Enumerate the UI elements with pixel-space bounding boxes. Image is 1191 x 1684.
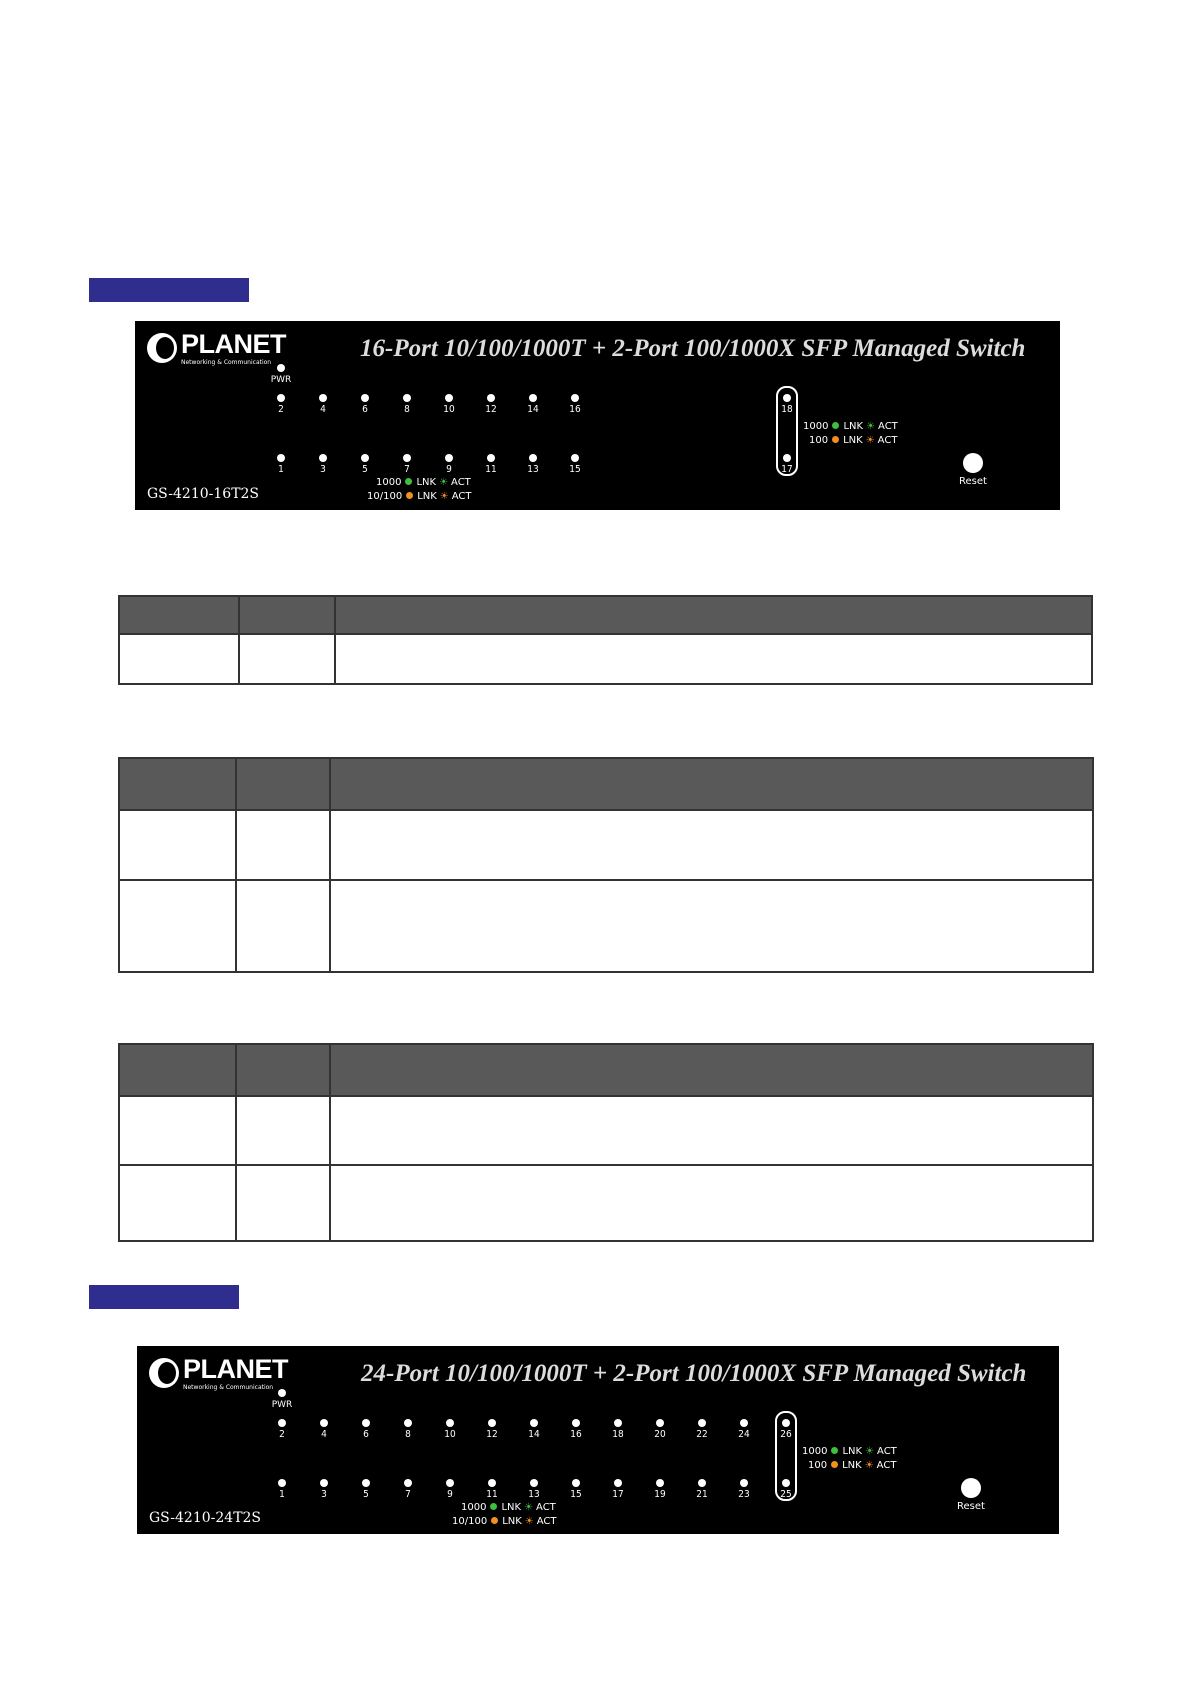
- port-number: 6: [362, 404, 368, 415]
- port-led: [446, 1419, 454, 1427]
- port-led: [571, 394, 579, 402]
- legend-speed: 10/100: [452, 1516, 488, 1527]
- port-led: [320, 1479, 328, 1487]
- port-led: [656, 1479, 664, 1487]
- port-led: [319, 454, 327, 462]
- port-number: 5: [362, 464, 368, 475]
- sfp-led-legend: [802, 1446, 897, 1471]
- port-number: 16: [570, 1429, 582, 1440]
- port-led: [698, 1419, 706, 1427]
- panel-title: 16-Port 10/100/1000T + 2-Port 100/1000X SFP Managed Switch: [360, 335, 1026, 362]
- legend-speed: 100: [808, 1460, 828, 1471]
- legend-row: [802, 1446, 897, 1457]
- port-led: [362, 1419, 370, 1427]
- activity-icon: ☀: [864, 1460, 874, 1471]
- port-number: 16: [569, 404, 581, 415]
- activity-icon: ☀: [439, 491, 449, 502]
- table-header-cell: [330, 1044, 1093, 1096]
- port-led: [278, 1479, 286, 1487]
- sfp-led-bottom: [782, 1479, 790, 1487]
- panel-title: 24-Port 10/100/1000T + 2-Port 100/1000X SFP Managed Switch: [361, 1360, 1027, 1387]
- pwr-led: [277, 364, 285, 372]
- table-row: [119, 1165, 1093, 1241]
- port-led: [361, 454, 369, 462]
- legend-act: ACT: [451, 477, 471, 488]
- port-number: 22: [696, 1429, 708, 1440]
- port-number: 19: [654, 1489, 666, 1500]
- switch-front-panel-24-port: [137, 1346, 1059, 1534]
- port-number: 13: [528, 1489, 540, 1500]
- port-led: [571, 454, 579, 462]
- port-led: [529, 394, 537, 402]
- legend-row: [461, 1502, 557, 1513]
- table-header-cell: [330, 758, 1093, 810]
- port-led: [487, 394, 495, 402]
- sfp-port-number: 26: [780, 1429, 792, 1440]
- legend-color-dot: [832, 422, 839, 429]
- sfp-port-number: 25: [780, 1489, 792, 1500]
- legend-link: LNK: [416, 477, 437, 488]
- port-led: [488, 1479, 496, 1487]
- port-led: [487, 454, 495, 462]
- data-table: [118, 757, 1094, 973]
- legend-act: ACT: [536, 1502, 556, 1513]
- legend-act: ACT: [876, 1460, 897, 1471]
- port-led: [404, 1479, 412, 1487]
- port-number: 10: [444, 1429, 456, 1440]
- legend-color-dot: [491, 1517, 498, 1524]
- port-led: [404, 1419, 412, 1427]
- port-number: 14: [527, 404, 539, 415]
- port-number: 11: [485, 464, 497, 475]
- brand-name: PLANET: [181, 329, 286, 359]
- section-heading-bar: [89, 278, 249, 302]
- port-led: [572, 1479, 580, 1487]
- port-led: [277, 394, 285, 402]
- legend-link: LNK: [842, 1446, 863, 1457]
- table-cell: [119, 1096, 236, 1165]
- legend-color-dot: [832, 436, 839, 443]
- legend-row: [367, 491, 472, 502]
- port-number: 4: [321, 1429, 327, 1440]
- port-number: 21: [696, 1489, 708, 1500]
- table-cell: [335, 634, 1092, 684]
- copper-led-legend: [452, 1502, 557, 1527]
- activity-icon: ☀: [865, 1446, 875, 1457]
- pwr-led: [278, 1389, 286, 1397]
- table-header-cell: [335, 596, 1092, 634]
- sfp-led-top: [783, 394, 791, 402]
- sfp-led-top: [782, 1419, 790, 1427]
- data-table: [118, 595, 1093, 685]
- port-number: 7: [405, 1489, 411, 1500]
- legend-color-dot: [405, 478, 412, 485]
- legend-speed: 10/100: [367, 491, 403, 502]
- legend-act: ACT: [877, 1446, 897, 1457]
- port-led: [530, 1419, 538, 1427]
- port-number: 12: [486, 1429, 498, 1440]
- legend-act: ACT: [451, 491, 472, 502]
- table-cell: [119, 880, 236, 972]
- table-cell: [236, 1165, 330, 1241]
- sfp-led-legend: [803, 421, 898, 446]
- legend-row: [803, 421, 898, 432]
- port-number: 18: [612, 1429, 624, 1440]
- port-led: [572, 1419, 580, 1427]
- planet-logo-icon: [147, 333, 177, 363]
- table-row: [119, 810, 1093, 880]
- table-header-row: [119, 1044, 1093, 1096]
- table-row: [119, 1096, 1093, 1165]
- legend-act: ACT: [536, 1516, 557, 1527]
- legend-link: LNK: [842, 1460, 862, 1471]
- legend-row: [376, 477, 472, 488]
- port-led: [740, 1479, 748, 1487]
- port-number: 23: [738, 1489, 750, 1500]
- legend-color-dot: [406, 492, 413, 499]
- port-number: 5: [363, 1489, 369, 1500]
- port-led: [656, 1419, 664, 1427]
- table-cell: [330, 1096, 1093, 1165]
- legend-act: ACT: [877, 435, 898, 446]
- port-number: 1: [278, 464, 284, 475]
- activity-icon: ☀: [524, 1502, 534, 1513]
- port-led: [488, 1419, 496, 1427]
- port-number: 7: [404, 464, 410, 475]
- table-cell: [330, 880, 1093, 972]
- port-led: [614, 1419, 622, 1427]
- reset-label: Reset: [959, 476, 987, 487]
- brand-tagline: Networking & Communication: [183, 1384, 274, 1391]
- brand-name: PLANET: [183, 1354, 288, 1384]
- legend-speed: 1000: [376, 477, 402, 488]
- port-number: 14: [528, 1429, 540, 1440]
- port-led: [278, 1419, 286, 1427]
- port-number: 2: [279, 1429, 285, 1440]
- port-led: [361, 394, 369, 402]
- activity-icon: ☀: [865, 435, 875, 446]
- port-number: 9: [447, 1489, 453, 1500]
- port-led: [445, 394, 453, 402]
- legend-speed: 1000: [802, 1446, 828, 1457]
- switch-front-panel-16-port: [135, 321, 1060, 510]
- port-led: [698, 1479, 706, 1487]
- legend-speed: 100: [809, 435, 829, 446]
- pwr-label: PWR: [270, 375, 292, 385]
- sfp-port-number: 17: [781, 464, 793, 475]
- table-header-cell: [119, 1044, 236, 1096]
- port-led: [403, 454, 411, 462]
- port-number: 17: [612, 1489, 624, 1500]
- table-cell: [236, 880, 330, 972]
- reset-label: Reset: [957, 1501, 985, 1512]
- table-header-cell: [236, 758, 330, 810]
- port-led: [530, 1479, 538, 1487]
- port-number: 11: [486, 1489, 498, 1500]
- port-led: [740, 1419, 748, 1427]
- port-led: [446, 1479, 454, 1487]
- brand-tagline: Networking & Communication: [181, 359, 272, 366]
- port-led: [445, 454, 453, 462]
- reset-button[interactable]: [963, 453, 983, 473]
- table-header-row: [119, 596, 1092, 634]
- planet-logo-icon: [149, 1358, 179, 1388]
- pwr-label: PWR: [271, 1400, 293, 1410]
- port-number: 1: [279, 1489, 285, 1500]
- legend-act: ACT: [878, 421, 898, 432]
- table-header-cell: [119, 596, 239, 634]
- data-table: [118, 1043, 1094, 1242]
- port-number: 3: [320, 464, 326, 475]
- table-cell: [330, 1165, 1093, 1241]
- table-cell: [236, 1096, 330, 1165]
- table-cell: [330, 810, 1093, 880]
- port-number: 3: [321, 1489, 327, 1500]
- table-cell: [119, 634, 239, 684]
- copper-led-legend: [367, 477, 472, 502]
- model-name: GS-4210-24T2S: [149, 1510, 262, 1526]
- model-name: GS-4210-16T2S: [147, 486, 260, 502]
- table-header-cell: [239, 596, 335, 634]
- port-number: 6: [363, 1429, 369, 1440]
- activity-icon: ☀: [866, 421, 876, 432]
- port-led: [319, 394, 327, 402]
- port-number: 15: [570, 1489, 582, 1500]
- activity-icon: ☀: [439, 477, 449, 488]
- legend-color-dot: [490, 1503, 497, 1510]
- port-number: 2: [278, 404, 284, 415]
- port-led: [320, 1419, 328, 1427]
- port-number: 24: [738, 1429, 750, 1440]
- legend-link: LNK: [843, 435, 863, 446]
- table-header-cell: [119, 758, 236, 810]
- port-number: 20: [654, 1429, 666, 1440]
- port-led: [529, 454, 537, 462]
- port-number: 15: [569, 464, 581, 475]
- table-row: [119, 880, 1093, 972]
- port-led: [362, 1479, 370, 1487]
- legend-speed: 1000: [461, 1502, 487, 1513]
- activity-icon: ☀: [524, 1516, 534, 1527]
- table-cell: [119, 810, 236, 880]
- port-led: [403, 394, 411, 402]
- table-header-row: [119, 758, 1093, 810]
- legend-row: [808, 1460, 897, 1471]
- legend-link: LNK: [417, 491, 437, 502]
- legend-color-dot: [831, 1447, 838, 1454]
- legend-link: LNK: [843, 421, 864, 432]
- sfp-led-bottom: [783, 454, 791, 462]
- port-number: 10: [443, 404, 455, 415]
- legend-row: [809, 435, 898, 446]
- port-number: 12: [485, 404, 497, 415]
- table-cell: [119, 1165, 236, 1241]
- legend-speed: 1000: [803, 421, 829, 432]
- port-number: 4: [320, 404, 326, 415]
- legend-row: [452, 1516, 557, 1527]
- table-cell: [239, 634, 335, 684]
- table-cell: [236, 810, 330, 880]
- table-header-cell: [236, 1044, 330, 1096]
- table-row: [119, 634, 1092, 684]
- port-led: [614, 1479, 622, 1487]
- reset-button[interactable]: [961, 1478, 981, 1498]
- port-number: 8: [405, 1429, 411, 1440]
- legend-link: LNK: [501, 1502, 522, 1513]
- port-number: 13: [527, 464, 539, 475]
- section-heading-bar: [89, 1285, 239, 1309]
- port-number: 9: [446, 464, 452, 475]
- port-number: 8: [404, 404, 410, 415]
- sfp-port-number: 18: [781, 404, 793, 415]
- legend-link: LNK: [502, 1516, 522, 1527]
- port-led: [277, 454, 285, 462]
- legend-color-dot: [831, 1461, 838, 1468]
